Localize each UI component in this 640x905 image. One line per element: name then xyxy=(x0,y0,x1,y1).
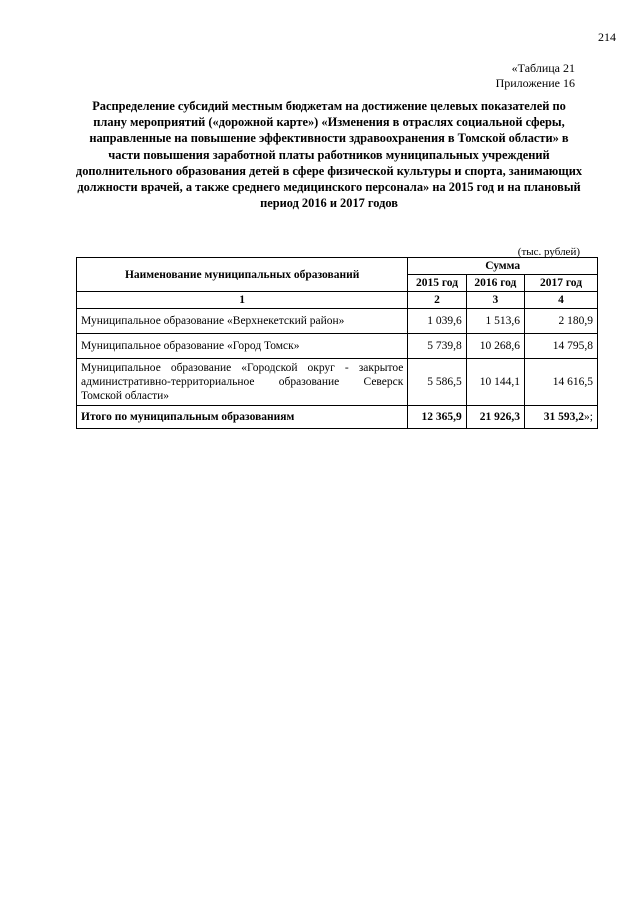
total-2017 xyxy=(525,406,598,429)
table-row xyxy=(77,309,598,334)
total-2015: 12 365,9 xyxy=(408,406,466,429)
value-2015: 1 039,6 xyxy=(408,309,466,334)
value-2017: 14 616,5 xyxy=(525,359,598,406)
column-number: 4 xyxy=(525,292,598,309)
total-2017-value: 31 593,2 xyxy=(543,411,585,423)
header-row xyxy=(77,258,598,275)
header-year-2017: 2017 год xyxy=(525,275,598,292)
value-2015: 5 739,8 xyxy=(408,334,466,359)
appendix-number: Приложение 16 xyxy=(495,76,575,90)
units-note: (тыс. рублей) xyxy=(517,246,580,258)
table-number: «Таблица 21 xyxy=(511,61,575,75)
closing-quote-suffix: »; xyxy=(584,411,593,423)
document-title: Распределение субсидий местным бюджетам на достижение целевых показателей по плану мероприятий («дорожной карте») «Изменения в отраслях социальной сферы, направленные на повышение эффективности здравоохранения в Томской области» в части повышения заработной платы работников муниципальных учреждений дополнительного образования детей в сфере физической культуры и спорта, занимающих должности врачей, а также среднего медицинского персонала» на 2015 год и на плановый период 2016 и 2017 годов xyxy=(75,99,583,211)
column-number: 2 xyxy=(408,292,466,309)
subsidy-table xyxy=(76,257,598,429)
total-label: Итого по муниципальным образованиям xyxy=(77,406,408,429)
column-number: 1 xyxy=(77,292,408,309)
header-year-2015: 2015 год xyxy=(408,275,466,292)
municipality-name: Муниципальное образование «Город Томск» xyxy=(77,334,408,359)
value-2017: 2 180,9 xyxy=(525,309,598,334)
value-2017: 14 795,8 xyxy=(525,334,598,359)
column-number: 3 xyxy=(466,292,524,309)
table-row xyxy=(77,359,598,406)
header-year-2016: 2016 год xyxy=(466,275,524,292)
table-reference xyxy=(496,61,575,91)
header-sum: Сумма xyxy=(408,258,598,275)
value-2016: 10 268,6 xyxy=(466,334,524,359)
header-municipality: Наименование муниципальных образований xyxy=(77,258,408,292)
page-number: 214 xyxy=(598,30,616,44)
total-2016: 21 926,3 xyxy=(466,406,524,429)
table-row xyxy=(77,334,598,359)
total-row xyxy=(77,406,598,429)
value-2016: 10 144,1 xyxy=(466,359,524,406)
value-2016: 1 513,6 xyxy=(466,309,524,334)
column-numbers-row xyxy=(77,292,598,309)
municipality-name: Муниципальное образование «Городской округ - закрытое административно-территориальное образование Северск Томской области» xyxy=(77,359,408,406)
value-2015: 5 586,5 xyxy=(408,359,466,406)
municipality-name: Муниципальное образование «Верхнекетский район» xyxy=(77,309,408,334)
